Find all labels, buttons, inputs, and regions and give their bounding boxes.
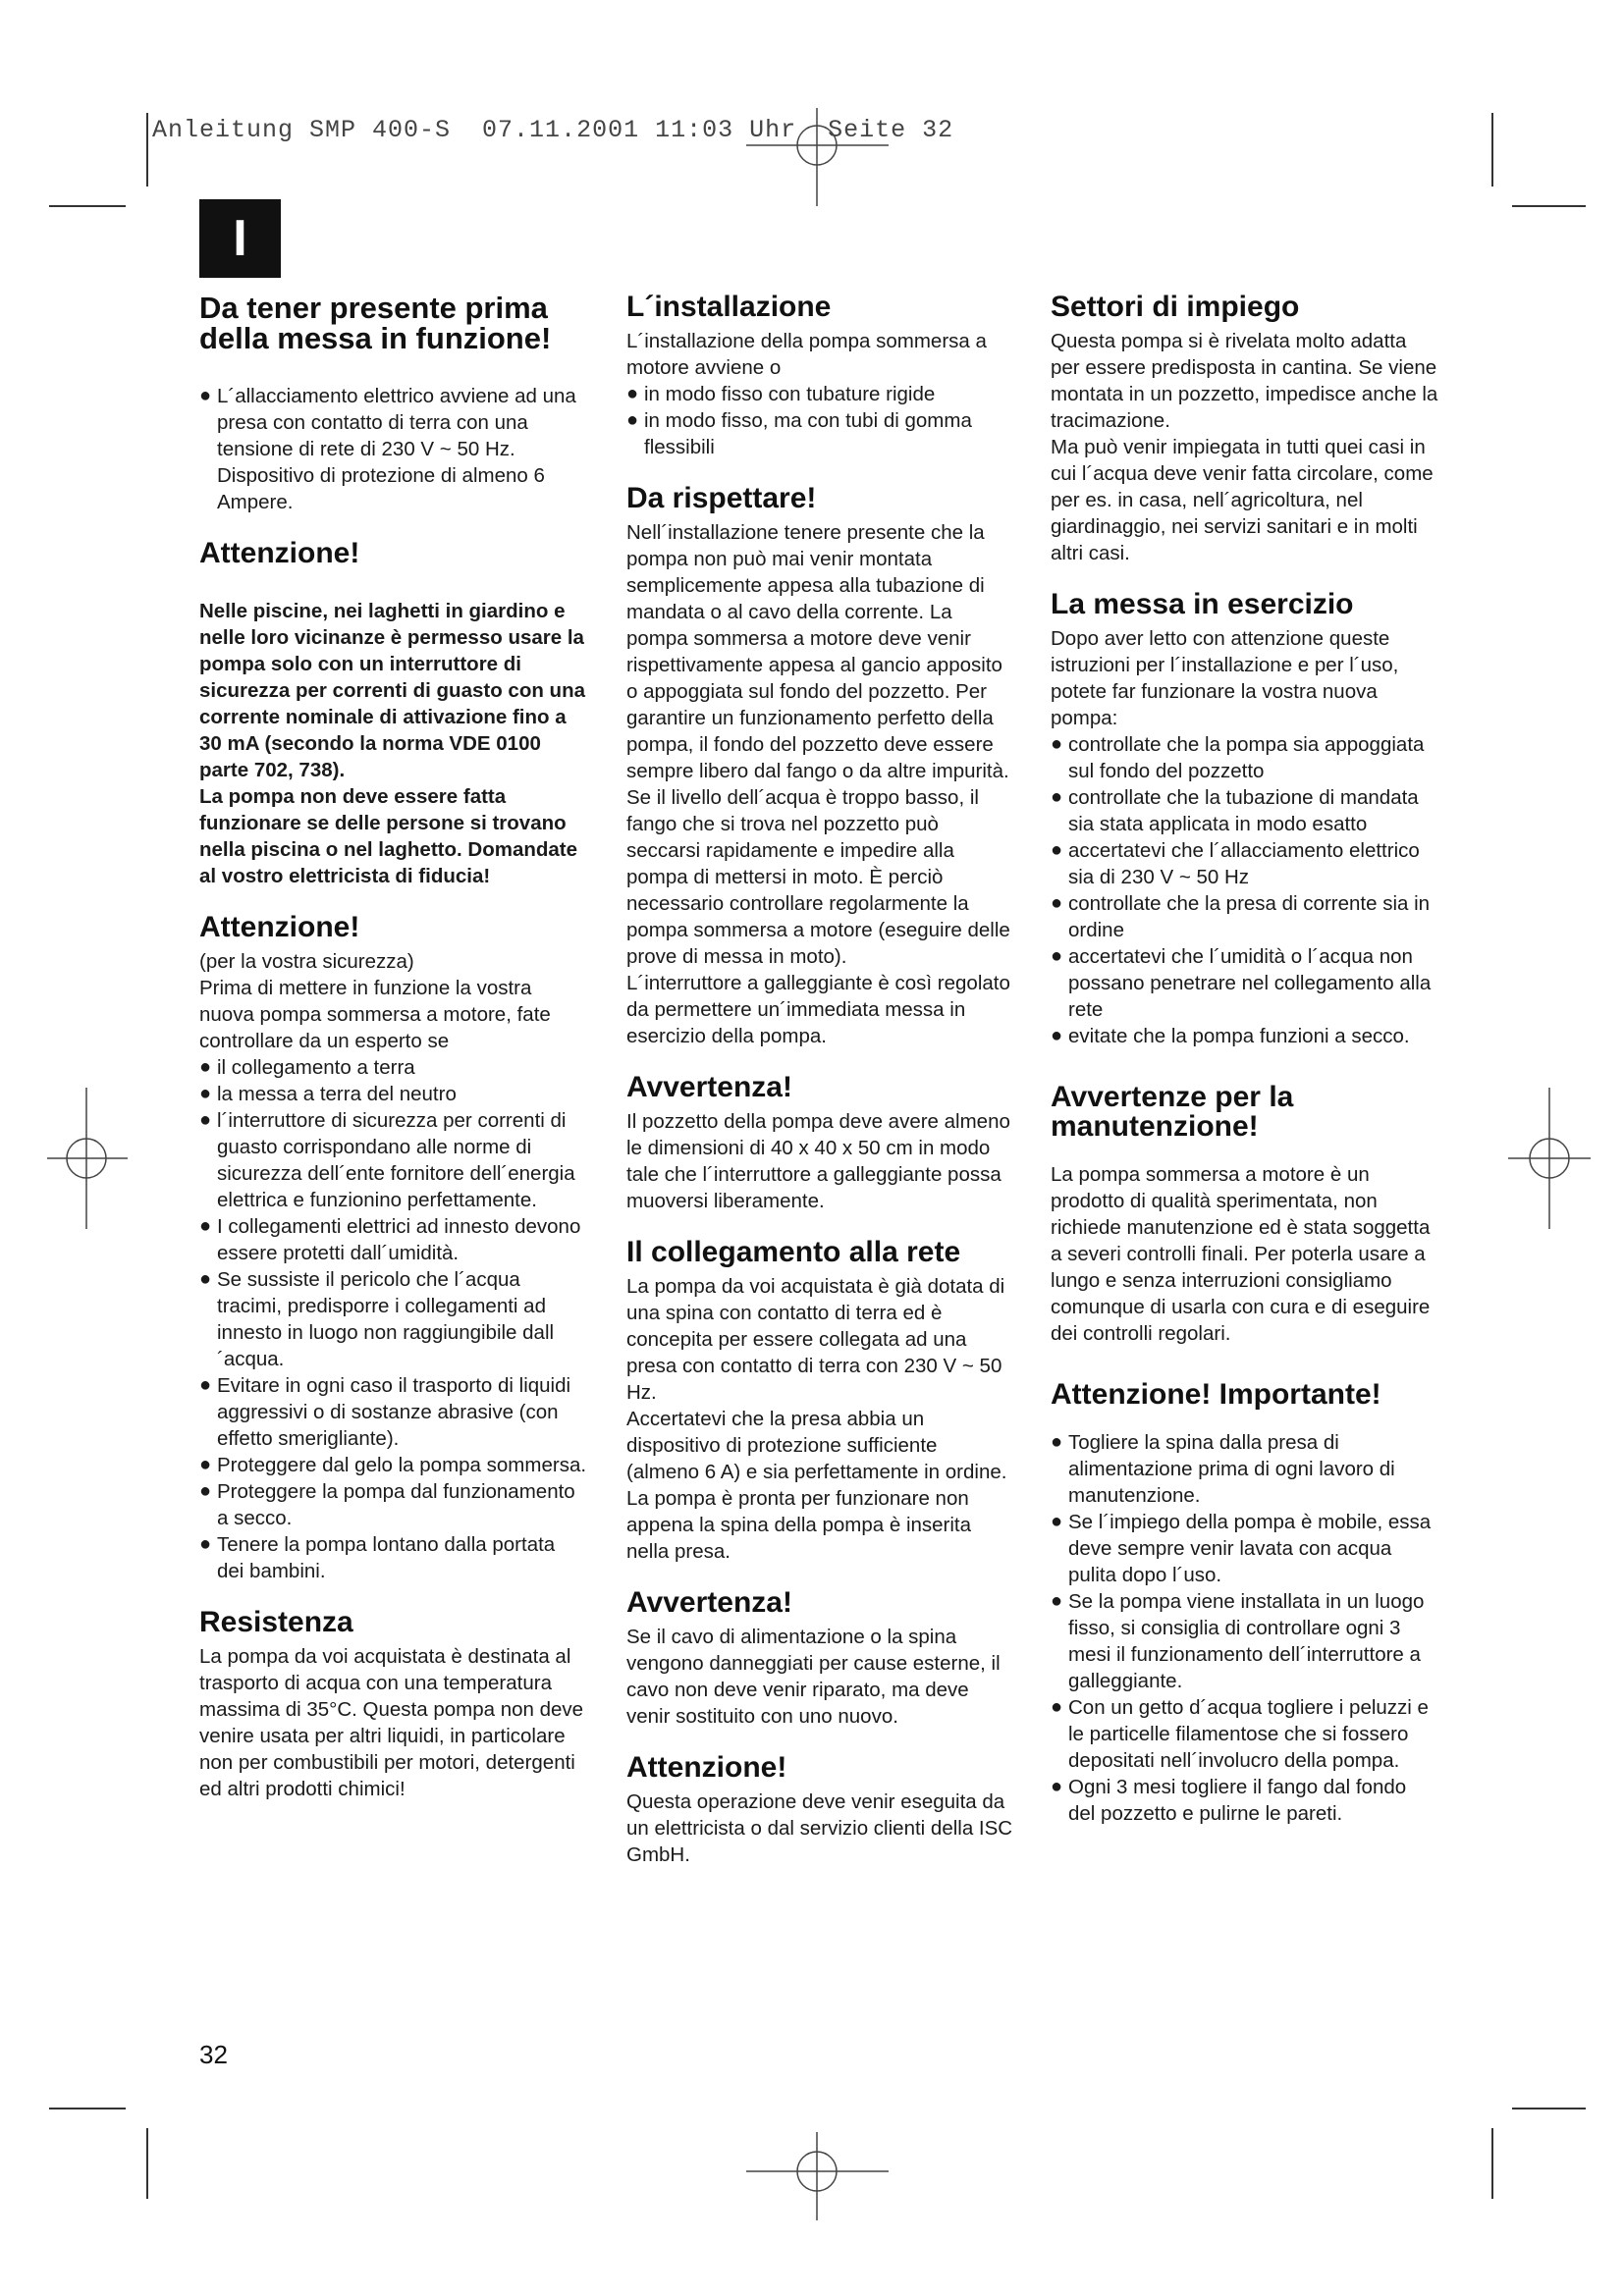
section-title-important: Attenzione! Importante! [1051, 1378, 1381, 1411]
installation-text: L´installazione della pompa sommersa a motore avviene o [626, 330, 987, 379]
list-item: ● evitate che la pompa funzioni a secco. [1051, 1025, 1410, 1047]
list-item: ● Proteggere dal gelo la pompa sommersa. [199, 1454, 587, 1476]
to-respect-text: Nell´installazione tenere presente che la pompa non può mai venir montata semplicemente appesa alla tubazione di mandata o al cavo della corrente. La pompa sommersa a motore deve venir rispettivamente appesa al gancio apposito o appoggiata sul fondo del pozzetto. Per garantire un funzionamento perfetto della pompa, il fondo del pozzetto deve essere sempre libero dal fango o da altre impurità. Se il livello dell´acqua è troppo basso, il fango che si trova nel pozzetto può seccarsi rapidamente e impedire alla pompa di mettersi in moto. È perciò necessario controllare regolarmente la pompa sommersa a motore (eseguire delle prove di messa in moto). L´interruttore a galleggiante è così regolato da permettere un´immediata messa in esercizio della pompa. [626, 521, 1010, 1047]
list-item: ● accertatevi che l´allacciamento elettrico sia di 230 V ~ 50 Hz [1051, 839, 1420, 888]
list-item: ● Proteggere la pompa dal funzionamento a secco. [199, 1480, 575, 1529]
list-item: ● I collegamenti elettrici ad innesto devono essere protetti dall´umidità. [199, 1215, 581, 1264]
bullet-list-commissioning [1051, 731, 1438, 1049]
section-title-before-start: Da tener presente prima della messa in funzione! [199, 291, 552, 355]
list-item: ● controllate che la pompa sia appoggiata sul fondo del pozzetto [1051, 733, 1425, 782]
section-title-installation: L´installazione [626, 291, 832, 323]
section-title-commissioning: La messa in esercizio [1051, 588, 1354, 620]
column-2 [626, 293, 1014, 1868]
notice-1-text: Il pozzetto della pompa deve avere almeno le dimensioni di 40 x 40 x 50 cm in modo tale che l´interruttore a galleggiante possa muoversi liberamente. [626, 1110, 1010, 1212]
column-3 [1051, 293, 1438, 1827]
list-item: ● Se l´impiego della pompa è mobile, essa deve sempre venir lavata con acqua pulita dopo l´uso. [1051, 1511, 1432, 1586]
list-item: ● Ogni 3 mesi togliere il fango dal fondo del pozzetto e pulirne le pareti. [1051, 1776, 1407, 1825]
list-item: ● L´allacciamento elettrico avviene ad una presa con contatto di terra con una tensione di rete di 230 V ~ 50 Hz. Dispositivo di protezione di almeno 6 Ampere. [199, 385, 576, 513]
language-marker: I [199, 199, 281, 278]
section-title-resistance: Resistenza [199, 1606, 353, 1638]
list-item: ● Con un getto d´acqua togliere i peluzzi e le particelle filamentose che si fossero depositati nell´involucro della pompa. [1051, 1696, 1429, 1772]
warning-3-text: Questa operazione deve venir eseguita da un elettricista o dal servizio clienti della ISC GmbH. [626, 1790, 1013, 1866]
section-title-mains-connection: Il collegamento alla rete [626, 1236, 961, 1268]
mains-connection-text: La pompa da voi acquistata è già dotata di una spina con contatto di terra ed è concepita per essere collegata ad una presa con contatto di terra con 230 V ~ 50 Hz. Accertatevi che la presa abbia un dispositivo di protezione sufficiente (almeno 6 A) e sia perfettamente in ordine. La pompa è pronta per funzionare non appena la spina della pompa è inserita nella presa. [626, 1275, 1007, 1563]
list-item: ● Se la pompa viene installata in un luogo fisso, si consiglia di controllare ogni 3 mesi il funzionamento dell´interruttore a galleggiante. [1051, 1590, 1425, 1692]
list-item: ● in modo fisso con tubature rigide [626, 383, 936, 405]
list-item: ● in modo fisso, ma con tubi di gomma flessibili [626, 409, 972, 458]
maintenance-text: La pompa sommersa a motore è un prodotto di qualità sperimentata, non richiede manutenzione ed è stata soggetta a severi controlli finali. Per poterla usare a lungo e senza interruzioni consigliamo comunque di usarla con cura e di eseguire dei controlli regolari. [1051, 1163, 1431, 1345]
bullet-list-safety [199, 1054, 587, 1584]
bullet-list-installation [626, 381, 1014, 460]
section-title-to-respect: Da rispettare! [626, 482, 817, 514]
fields-of-use-text: Questa pompa si è rivelata molto adatta per essere predisposta in cantina. Se viene montata in un pozzetto, impedisce anche la tracimazione. Ma può venir impiegata in tutti quei casi in cui l´acqua deve venir fatta circolare, come per es. in casa, nell´agricoltura, nel giardinaggio, nei servizi sanitari e in molti altri casi. [1051, 330, 1438, 564]
list-item: ● Evitare in ogni caso il trasporto di liquidi aggressivi o di sostanze abrasive (con effetto smerigliante). [199, 1374, 571, 1450]
section-title-warning-3: Attenzione! [626, 1751, 787, 1784]
section-title-warning-1: Attenzione! [199, 537, 360, 569]
bullet-list-before-start [199, 383, 587, 515]
safety-intro-text: (per la vostra sicurezza) Prima di mettere in funzione la vostra nuova pompa sommersa a motore, fate controllare da un esperto se [199, 950, 551, 1052]
section-title-maintenance: Avvertenze per la manutenzione! [1051, 1081, 1294, 1143]
warning-text-persons: La pompa non deve essere fatta funzionare se delle persone si trovano nella piscina o nel laghetto. Domandate al vostro elettricista di fiducia! [199, 785, 578, 887]
section-title-notice-2: Avvertenza! [626, 1586, 792, 1619]
list-item: ● la messa a terra del neutro [199, 1083, 457, 1105]
list-item: ● controllate che la tubazione di mandata sia stata applicata in modo esatto [1051, 786, 1419, 835]
list-item: ● Tenere la pompa lontano dalla portata dei bambini. [199, 1533, 556, 1582]
resistance-text: La pompa da voi acquistata è destinata al trasporto di acqua con una temperatura massima di 35°C. Questa pompa non deve venire usata per altri liquidi, in particolare non per combustibili per motori, detergenti ed altri prodotti chimici! [199, 1645, 584, 1800]
section-title-warning-2: Attenzione! [199, 911, 360, 943]
notice-2-text: Se il cavo di alimentazione o la spina vengono danneggiati per cause esterne, il cavo non deve venir riparato, ma deve venir sostituito con uno nuovo. [626, 1626, 1001, 1728]
commissioning-text: Dopo aver letto con attenzione queste istruzioni per l´installazione e per l´uso, potete far funzionare la vostra nuova pompa: [1051, 627, 1399, 729]
list-item: ● accertatevi che l´umidità o l´acqua non possano penetrare nel collegamento alla rete [1051, 945, 1432, 1021]
section-title-fields-of-use: Settori di impiego [1051, 291, 1300, 323]
column-1 [199, 293, 587, 1802]
page-number: 32 [199, 2040, 228, 2069]
print-header: Anleitung SMP 400-S 07.11.2001 11:03 Uhr Seite 32 [152, 116, 954, 144]
list-item: ● Se sussiste il pericolo che l´acqua tracimi, predisporre i collegamenti ad innesto in luogo non raggiungibile dall´acqua. [199, 1268, 555, 1370]
list-item: ● l´interruttore di sicurezza per correnti di guasto corrispondano alle norme di sicurezza dell´ente fornitore dell´energia elettrica e funzionino perfettamente. [199, 1109, 575, 1211]
list-item: ● il collegamento a terra [199, 1056, 415, 1079]
warning-text-pools: Nelle piscine, nei laghetti in giardino e nelle loro vicinanze è permesso usare la pompa solo con un interruttore di sicurezza per correnti di guasto con una corrente nominale di attivazione fino a 30 mA (secondo la norma VDE 0100 parte 702, 738). [199, 600, 586, 781]
list-item: ● Togliere la spina dalla presa di alimentazione prima di ogni lavoro di manutenzione. [1051, 1431, 1395, 1507]
list-item: ● controllate che la presa di corrente sia in ordine [1051, 892, 1431, 941]
bullet-list-important [1051, 1429, 1438, 1827]
section-title-notice-1: Avvertenza! [626, 1071, 792, 1103]
